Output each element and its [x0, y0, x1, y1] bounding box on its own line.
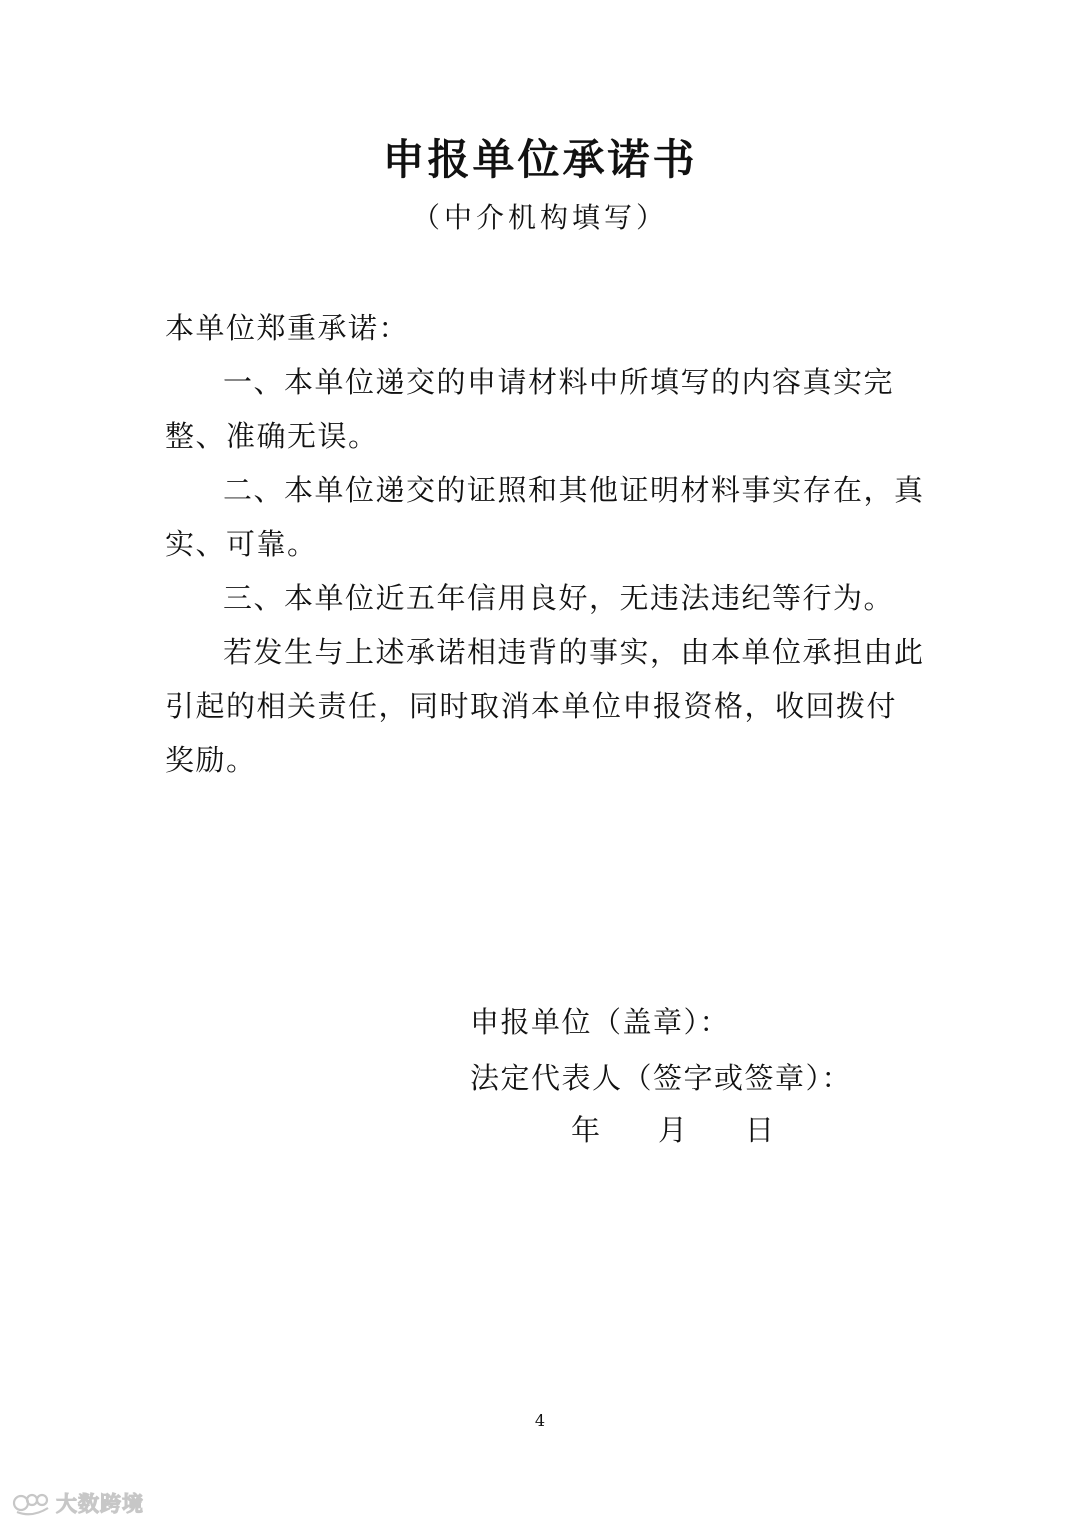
document-body — [165, 301, 925, 787]
intro-paragraph: 本单位郑重承诺： — [165, 311, 410, 345]
clause-2: 二、本单位递交的证照和其他证明材料事实存在，真实、可靠。 — [165, 473, 925, 561]
signature-block — [470, 994, 990, 1106]
document-title: 申报单位承诺书 — [382, 135, 698, 184]
brand-logo-icon — [12, 1490, 52, 1516]
clause-3: 三、本单位近五年信用良好，无违法违纪等行为。 — [223, 581, 895, 615]
document-subtitle: （中介机构填写） — [411, 201, 668, 234]
unit-seal-label: 申报单位（盖章）： — [470, 1005, 731, 1039]
month-label: 月 — [658, 1113, 688, 1147]
watermark — [12, 1488, 144, 1518]
watermark-text: 大数跨境 — [56, 1492, 144, 1516]
year-label: 年 — [571, 1113, 601, 1147]
clause-1: 一、本单位递交的申请材料中所填写的内容真实完整、准确无误。 — [165, 365, 895, 453]
day-label: 日 — [745, 1113, 775, 1147]
date-line — [571, 1102, 774, 1158]
page-number: 4 — [534, 1411, 546, 1430]
legal-rep-label: 法定代表人（签字或签章）： — [470, 1061, 853, 1095]
closing-paragraph: 若发生与上述承诺相违背的事实，由本单位承担由此引起的相关责任，同时取消本单位申报资格，收回拨付奖励。 — [165, 635, 925, 777]
